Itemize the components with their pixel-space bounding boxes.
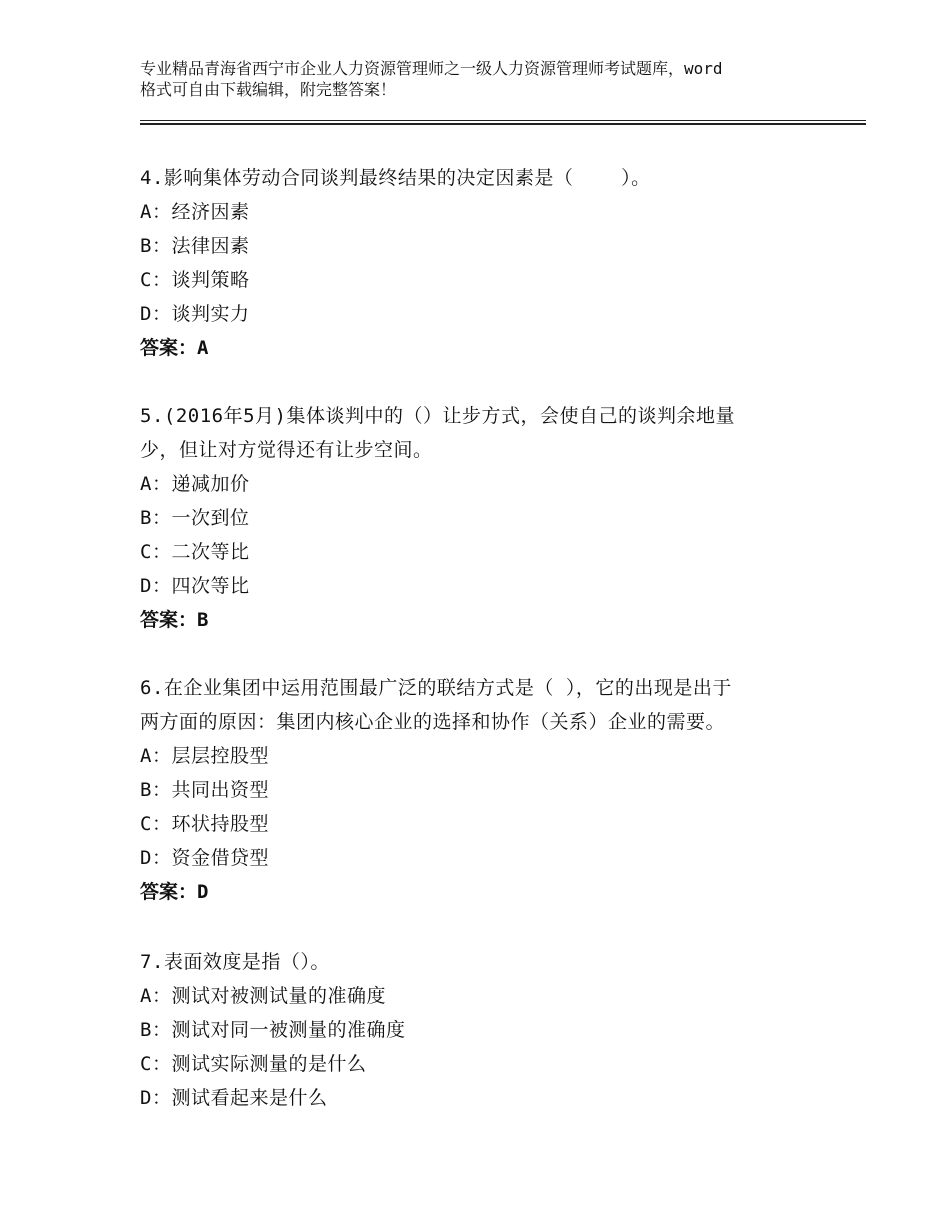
question-6 [140, 671, 840, 909]
option-c: C：谈判策略 [140, 269, 250, 291]
question-stem: 6.在企业集团中运用范围最广泛的联结方式是（ ），它的出现是出于 两方面的原因：集团内核心企业的选择和协作（关系）企业的需要。 [140, 677, 732, 733]
question-7 [140, 945, 840, 1115]
question-4 [140, 161, 840, 365]
document-header: 专业精品青海省西宁市企业人力资源管理师之一级人力资源管理师考试题库，word 格式可自由下载编辑，附完整答案！ [140, 59, 723, 99]
question-5 [140, 399, 840, 637]
header-divider [140, 120, 866, 125]
option-b: B：测试对同一被测量的准确度 [140, 1019, 406, 1041]
option-d: D：四次等比 [140, 575, 250, 597]
option-b: B：共同出资型 [140, 779, 269, 801]
answer: 答案：D [140, 881, 209, 903]
option-a: A：测试对被测试量的准确度 [140, 985, 386, 1007]
question-stem: 4.影响集体劳动合同谈判最终结果的决定因素是（ ）。 [140, 167, 651, 189]
option-b: B：法律因素 [140, 235, 250, 257]
option-c: C：环状持股型 [140, 813, 269, 835]
option-b: B：一次到位 [140, 507, 250, 529]
option-d: D：谈判实力 [140, 303, 250, 325]
question-stem: 7.表面效度是指（）。 [140, 951, 330, 973]
option-a: A：递减加价 [140, 473, 250, 495]
option-c: C：二次等比 [140, 541, 250, 563]
answer: 答案：A [140, 337, 209, 359]
option-d: D：资金借贷型 [140, 847, 269, 869]
option-d: D：测试看起来是什么 [140, 1087, 328, 1109]
option-c: C：测试实际测量的是什么 [140, 1053, 367, 1075]
option-a: A：层层控股型 [140, 745, 269, 767]
answer: 答案：B [140, 609, 209, 631]
option-a: A：经济因素 [140, 201, 250, 223]
question-stem: 5.(2016年5月)集体谈判中的（）让步方式，会使自己的谈判余地量 少，但让对方觉得还有让步空间。 [140, 405, 735, 461]
